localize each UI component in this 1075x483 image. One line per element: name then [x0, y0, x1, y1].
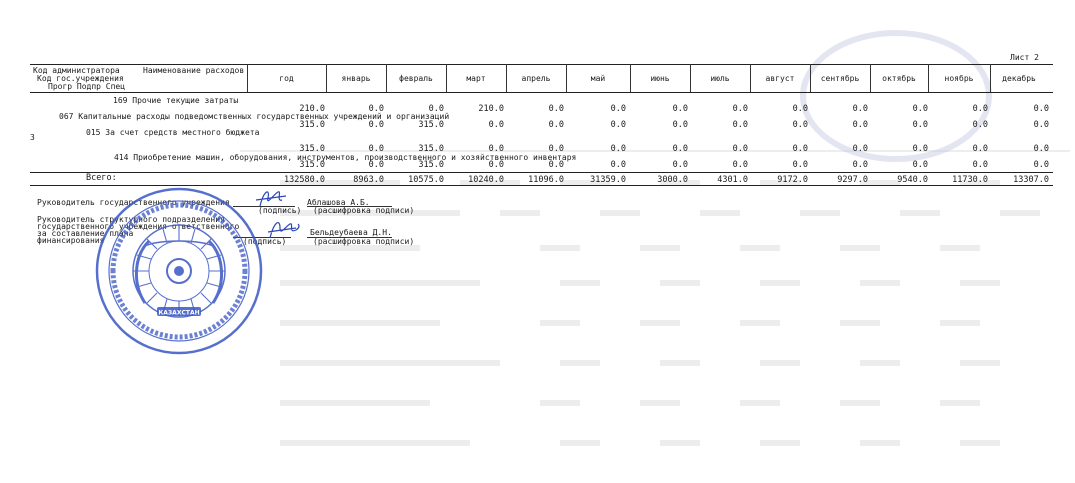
row-3-cell-8: 0.0: [792, 160, 808, 170]
row-0-cell-12: 0.0: [1033, 104, 1049, 114]
row-2-cell-4: 0.0: [548, 144, 564, 154]
header-program-code: Прогр Подпр Спец: [48, 82, 126, 91]
total-cell-8: 9172.0: [777, 175, 808, 185]
header-col-apr: апрель: [521, 74, 551, 83]
row-3-cell-5: 0.0: [610, 160, 626, 170]
margin-mark: 3: [30, 133, 35, 142]
row-1-cell-9: 0.0: [852, 120, 868, 130]
row-1-cell-8: 0.0: [792, 120, 808, 130]
unit-decode-caption: (расшифровка подписи): [313, 237, 415, 246]
header-col-dec: декабрь: [1002, 74, 1036, 83]
unit-signature: [266, 216, 302, 242]
header-col-jun: июнь: [650, 74, 670, 83]
total-cell-5: 31359.0: [590, 175, 626, 185]
row-3-cell-4: 0.0: [548, 160, 564, 170]
row-1-cell-12: 0.0: [1033, 120, 1049, 130]
row-1-cell-1: 0.0: [368, 120, 384, 130]
unit-title-3: за составление плана: [37, 229, 134, 238]
row-3-cell-9: 0.0: [852, 160, 868, 170]
header-col-jan: январь: [341, 74, 371, 83]
header-col-oct: октябрь: [882, 74, 916, 83]
header-col-aug: август: [765, 74, 795, 83]
row-3-cell-6: 0.0: [672, 160, 688, 170]
header-bottom-rule: [30, 92, 1053, 93]
row-1-cell-0: 315.0: [299, 120, 325, 130]
row-1-cell-6: 0.0: [672, 120, 688, 130]
unit-title-2: государственного учреждения ответственного: [37, 222, 240, 231]
unit-sign-caption: (подпись): [243, 237, 287, 246]
bleed-through-seal: [800, 30, 992, 162]
total-cell-4: 11096.0: [528, 175, 564, 185]
row-2-cell-2: 315.0: [418, 144, 444, 154]
row-0-cell-4: 0.0: [548, 104, 564, 114]
row-2-cell-10: 0.0: [912, 144, 928, 154]
row-3-cell-12: 0.0: [1033, 160, 1049, 170]
total-cell-7: 4301.0: [717, 175, 748, 185]
row-0-cell-11: 0.0: [972, 104, 988, 114]
header-col-nov: ноябрь: [944, 74, 974, 83]
row-2-cell-0: 315.0: [299, 144, 325, 154]
row-0-cell-5: 0.0: [610, 104, 626, 114]
total-cell-10: 9540.0: [897, 175, 928, 185]
row-2-cell-3: 0.0: [488, 144, 504, 154]
row-2-cell-8: 0.0: [792, 144, 808, 154]
row-1-cell-11: 0.0: [972, 120, 988, 130]
row-1-cell-2: 315.0: [418, 120, 444, 130]
total-cell-9: 9297.0: [837, 175, 868, 185]
head-decode-caption: (расшифровка подписи): [313, 206, 415, 215]
header-col-year: год: [279, 74, 294, 83]
row-label-169: 169 Прочие текущие затраты: [113, 96, 239, 105]
row-3-cell-1: 0.0: [368, 160, 384, 170]
row-3-cell-2: 315.0: [418, 160, 444, 170]
head-sign-caption: (подпись): [258, 206, 302, 215]
row-0-cell-8: 0.0: [792, 104, 808, 114]
row-3-cell-3: 0.0: [488, 160, 504, 170]
row-3-cell-10: 0.0: [912, 160, 928, 170]
header-col-sep: сентябрь: [820, 74, 860, 83]
total-cell-1: 8963.0: [353, 175, 384, 185]
unit-title-1: Руководитель структурного подразделения: [37, 215, 225, 224]
unit-name: Бельдеубаева Д.Н.: [310, 228, 392, 237]
row-2-cell-5: 0.0: [610, 144, 626, 154]
total-label: Всего:: [86, 173, 117, 183]
header-col-jul: июль: [710, 74, 730, 83]
row-0-cell-6: 0.0: [672, 104, 688, 114]
sheet-number: Лист 2: [1010, 53, 1039, 62]
row-0-cell-7: 0.0: [732, 104, 748, 114]
header-institution-code: Код гос.учреждения: [37, 74, 124, 83]
row-label-414: 414 Приобретение машин, оборудования, инструментов, производственного и хозяйственного инвентаря: [114, 153, 577, 162]
header-col-may: май: [590, 74, 606, 83]
row-2-cell-7: 0.0: [732, 144, 748, 154]
row-0-cell-10: 0.0: [912, 104, 928, 114]
header-col-mar: март: [466, 74, 486, 83]
official-seal: [93, 185, 265, 357]
total-top-rule: [30, 172, 1053, 173]
row-label-067: 067 Капитальные расходы подведомственных государственных учреждений и организаций: [59, 112, 450, 121]
total-cell-12: 13307.0: [1013, 175, 1049, 185]
total-cell-6: 3000.0: [657, 175, 688, 185]
row-2-cell-1: 0.0: [368, 144, 384, 154]
row-0-cell-2: 0.0: [428, 104, 444, 114]
row-0-cell-3: 210.0: [478, 104, 504, 114]
row-3-cell-7: 0.0: [732, 160, 748, 170]
row-0-cell-9: 0.0: [852, 104, 868, 114]
header-col-feb: февраль: [399, 74, 433, 83]
row-1-cell-4: 0.0: [548, 120, 564, 130]
header-admin-code: Код администратора: [33, 66, 120, 75]
header-expense-name: Наименование расходов: [143, 66, 245, 75]
seal-country-text: КАЗАХСТАН: [158, 309, 200, 317]
table-top-rule: [30, 64, 1053, 65]
row-2-cell-11: 0.0: [972, 144, 988, 154]
row-1-cell-10: 0.0: [912, 120, 928, 130]
row-0-cell-0: 210.0: [299, 104, 325, 114]
total-cell-3: 10240.0: [468, 175, 504, 185]
row-label-015: 015 За счет средств местного бюджета: [86, 128, 260, 137]
row-0-cell-1: 0.0: [368, 104, 384, 114]
head-title: Руководитель государственного учреждения: [37, 198, 230, 207]
row-2-cell-9: 0.0: [852, 144, 868, 154]
row-1-cell-3: 0.0: [488, 120, 504, 130]
row-2-cell-12: 0.0: [1033, 144, 1049, 154]
row-3-cell-0: 315.0: [299, 160, 325, 170]
total-cell-0: 132580.0: [284, 175, 325, 185]
head-name: Аблашова А.Б.: [307, 198, 370, 207]
row-2-cell-6: 0.0: [672, 144, 688, 154]
row-1-cell-5: 0.0: [610, 120, 626, 130]
row-1-cell-7: 0.0: [732, 120, 748, 130]
row-3-cell-11: 0.0: [972, 160, 988, 170]
total-cell-11: 11730.0: [952, 175, 988, 185]
total-cell-2: 10575.0: [408, 175, 444, 185]
unit-title-4: финансирования: [37, 236, 105, 245]
